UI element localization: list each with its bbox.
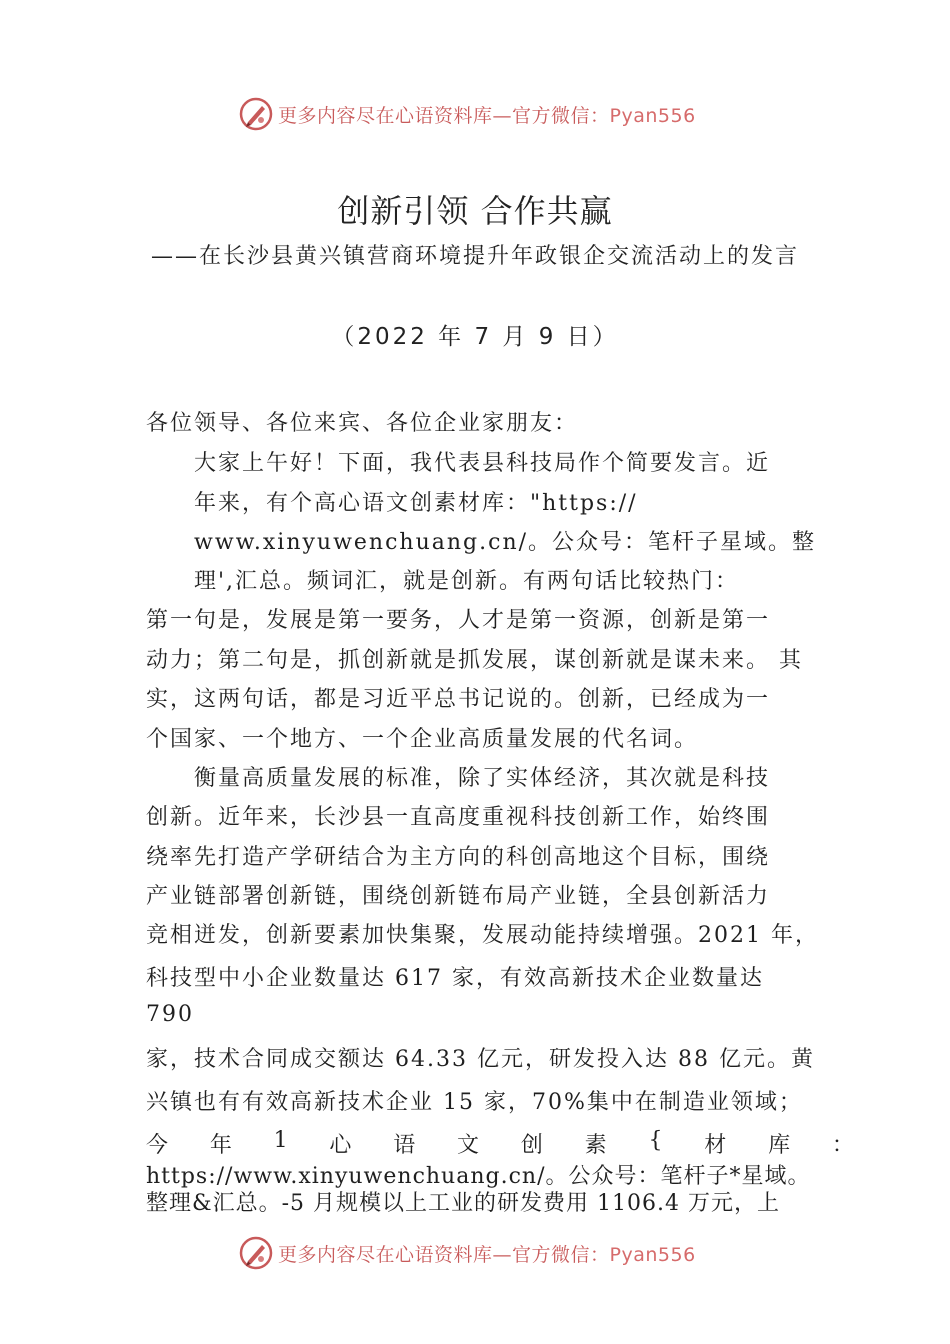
body-line: 动力；第二句是，抓创新就是抓发展，谋创新就是谋未来。 其 xyxy=(146,648,803,673)
banner-wechat-id: Pyan556 xyxy=(609,1244,696,1266)
body-line: 绕率先打造产学研结合为主方向的科创高地这个目标，围绕 xyxy=(146,845,771,870)
body-line: 年来，有个高心语文创素材库："https:// xyxy=(194,491,638,516)
header-banner xyxy=(0,94,950,134)
justified-token: 文 xyxy=(457,1133,480,1158)
pen-logo-icon xyxy=(238,1235,274,1271)
body-line: 各位领导、各位来宾、各位企业家朋友： xyxy=(146,411,579,436)
banner-text xyxy=(278,101,696,128)
body-line: 衡量高质量发展的标准，除了实体经济，其次就是科技 xyxy=(194,766,771,791)
justified-token: 材 xyxy=(704,1133,727,1158)
body-line: 兴镇也有有效高新技术企业 15 家，70%集中在制造业领域； xyxy=(146,1090,803,1115)
body-line: 理',汇总。频词汇，就是创新。有两句话比较热门： xyxy=(194,569,740,594)
body-line: www.xinyuwenchuang.cn/。公众号：笔杆子星域。整 xyxy=(194,530,817,555)
banner-label: 更多内容尽在心语资料库—官方微信： xyxy=(278,105,610,127)
body-line: 家，技术合同成交额达 64.33 亿元，研发投入达 88 亿元。黄 xyxy=(146,1047,815,1072)
body-line: 实，这两句话，都是习近平总书记说的。创新，已经成为一 xyxy=(146,687,771,712)
document-title: 创新引领 合作共赢 xyxy=(337,192,613,230)
justified-token: 1 xyxy=(273,1128,288,1153)
justified-token: 库 xyxy=(768,1133,791,1158)
document-date: （2022 年 7 月 9 日） xyxy=(331,324,619,350)
justified-token: ： xyxy=(831,1133,854,1158)
body-line: 个国家、一个地方、一个企业高质量发展的代名词。 xyxy=(146,727,699,752)
justified-token: 创 xyxy=(520,1133,543,1158)
justified-body-line xyxy=(146,1128,854,1159)
banner-text xyxy=(278,1240,696,1267)
banner-wechat-id: Pyan556 xyxy=(609,105,696,127)
document-subtitle: ——在长沙县黄兴镇营商环境提升年政银企交流活动上的发言 xyxy=(150,244,799,269)
justified-token: 心 xyxy=(329,1133,352,1158)
justified-token: 素 xyxy=(584,1133,607,1158)
body-line: 科技型中小企业数量达 617 家，有效高新技术企业数量达 xyxy=(146,966,764,991)
justified-token: 今 xyxy=(146,1133,169,1158)
justified-token: { xyxy=(648,1128,663,1153)
body-line: 大家上午好！下面，我代表县科技局作个简要发言。近 xyxy=(194,451,771,476)
body-line: https://www.xinyuwenchuang.cn/。公众号：笔杆子*星域。 xyxy=(146,1164,811,1189)
body-line: 产业链部署创新链，围绕创新链布局产业链，全县创新活力 xyxy=(146,884,771,909)
body-line: 整理&汇总。-5 月规模以上工业的研发费用 1106.4 万元，上 xyxy=(146,1191,780,1216)
banner-label: 更多内容尽在心语资料库—官方微信： xyxy=(278,1244,610,1266)
footer-banner xyxy=(0,1233,950,1273)
body-line: 创新。近年来，长沙县一直高度重视科技创新工作，始终围 xyxy=(146,805,771,830)
body-line: 第一句是，发展是第一要务，人才是第一资源，创新是第一 xyxy=(146,608,771,633)
justified-token: 年 xyxy=(209,1133,232,1158)
body-line: 790 xyxy=(146,1002,194,1027)
justified-token: 语 xyxy=(393,1133,416,1158)
pen-logo-icon xyxy=(238,96,274,132)
body-line: 竞相迸发，创新要素加快集聚，发展动能持续增强。2021 年， xyxy=(146,923,819,948)
